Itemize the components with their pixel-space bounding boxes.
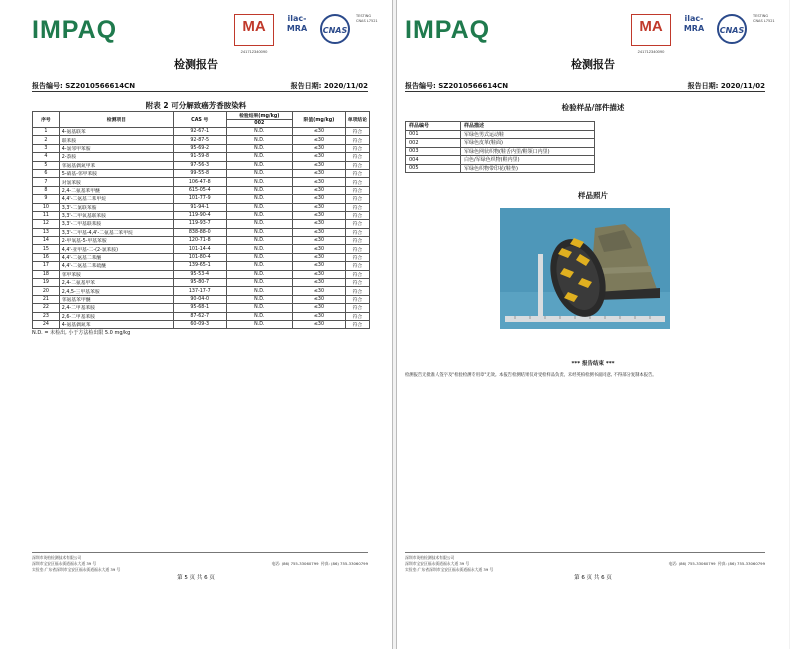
table-row — [33, 237, 370, 245]
report-title: 检测报告 — [571, 58, 615, 71]
cell-limit: ≤30 — [293, 270, 346, 278]
cell-item: 2,4,5-三甲基苯胺 — [59, 287, 173, 295]
cell-item: 2-萘胺 — [59, 153, 173, 161]
table-title: 附表 2 可分解致癌芳香胺染料 — [145, 101, 247, 110]
cell-no: 17 — [33, 262, 60, 270]
cell-limit: ≤30 — [293, 287, 346, 295]
cell-limit: ≤30 — [293, 253, 346, 261]
cell-cas: 838-88-0 — [174, 228, 227, 236]
cert-logos — [234, 14, 380, 54]
col-sample-desc: 样品描述 — [461, 122, 595, 131]
cell-cas: 119-93-7 — [174, 220, 227, 228]
cell-result: N.D. — [226, 245, 293, 253]
cma-logo: MA 241712340090 — [234, 14, 274, 46]
cell-conclusion: 符合 — [345, 237, 369, 245]
cell-limit: ≤30 — [293, 178, 346, 186]
cell-no: 22 — [33, 304, 60, 312]
ilac-mra-logo: ilac-MRA — [286, 14, 308, 33]
cell-conclusion: 符合 — [345, 287, 369, 295]
cell-item: 邻氨基偶氮甲苯 — [59, 161, 173, 169]
footer-fax: 传真: (86) 755-33060799 — [717, 561, 765, 566]
cell-result: N.D. — [226, 144, 293, 152]
cell-conclusion: 符合 — [345, 169, 369, 177]
table-row — [33, 128, 370, 136]
cell-item: 3,3'-二甲氧基联苯胺 — [59, 211, 173, 219]
cell-no: 6 — [33, 169, 60, 177]
col-sample-no: 样品编号 — [406, 122, 461, 131]
cell-result: N.D. — [226, 203, 293, 211]
cell-no: 4 — [33, 153, 60, 161]
cell-no: 24 — [33, 320, 60, 328]
cell-no: 7 — [33, 178, 60, 186]
cell-limit: ≤30 — [293, 304, 346, 312]
table-row — [33, 228, 370, 236]
footer-tel: 电话: (86) 755-33060799 — [668, 561, 716, 566]
cell-cas: 92-87-5 — [174, 136, 227, 144]
footer — [405, 552, 765, 573]
cell-item: 联苯胺 — [59, 136, 173, 144]
col-limit: 限值(mg/kg) — [293, 112, 346, 128]
table-row — [33, 153, 370, 161]
cell-sample-desc: 军绿色织物带印花(鞋垫) — [461, 164, 595, 173]
cell-no: 9 — [33, 195, 60, 203]
col-conclusion: 单项结论 — [345, 112, 369, 128]
cell-result: N.D. — [226, 304, 293, 312]
cell-result: N.D. — [226, 153, 293, 161]
table-row — [33, 312, 370, 320]
footer-address2: 实验室:广东省深圳市宝安区福永街道福永大道 39 号 — [405, 567, 494, 572]
cell-conclusion: 符合 — [345, 312, 369, 320]
cell-result: N.D. — [226, 186, 293, 194]
report-no: SZ2010566614CN — [65, 82, 136, 90]
table-row — [33, 195, 370, 203]
footer-address: 深圳市宝安区福永街道福永大道 39 号 — [405, 561, 470, 566]
cell-no: 1 — [33, 128, 60, 136]
report-date-label: 报告日期: — [290, 82, 322, 90]
cert-logos — [631, 14, 777, 54]
cell-result: N.D. — [226, 195, 293, 203]
table-row — [33, 320, 370, 328]
cell-limit: ≤30 — [293, 136, 346, 144]
table-row — [33, 211, 370, 219]
cell-conclusion: 符合 — [345, 270, 369, 278]
cell-conclusion: 符合 — [345, 245, 369, 253]
report-no: SZ2010566614CN — [438, 82, 509, 90]
cell-result: N.D. — [226, 320, 293, 328]
cell-item: 4-氨基联苯 — [59, 128, 173, 136]
cell-sample-desc: 军绿色男式运动鞋 — [461, 130, 595, 139]
report-meta — [32, 81, 368, 91]
cell-result: N.D. — [226, 253, 293, 261]
cell-conclusion: 符合 — [345, 228, 369, 236]
cell-no: 21 — [33, 295, 60, 303]
table-row — [33, 169, 370, 177]
cell-no: 14 — [33, 237, 60, 245]
ilac-mra-logo: ilac-MRA — [683, 14, 705, 33]
nd-note: N.D. = 未检出, 小于方法检出限 5.0 mg/kg — [32, 330, 131, 336]
cell-limit: ≤30 — [293, 245, 346, 253]
cell-cas: 87-62-7 — [174, 312, 227, 320]
report-page-5 — [0, 0, 393, 649]
cell-result: N.D. — [226, 228, 293, 236]
footer-address2: 实验室:广东省深圳市宝安区福永街道福永大道 39 号 — [32, 567, 121, 572]
table-row — [33, 245, 370, 253]
cma-logo: MA 241712340090 — [631, 14, 671, 46]
report-date-label: 报告日期: — [687, 82, 719, 90]
cell-item: 对氯苯胺 — [59, 178, 173, 186]
cell-no: 16 — [33, 253, 60, 261]
col-result: 检验结果(mg/kg) — [226, 112, 293, 120]
cell-cas: 91-59-8 — [174, 153, 227, 161]
impaq-logo: IMPAQ — [32, 16, 118, 44]
col-item: 检测项目 — [59, 112, 173, 128]
footer-tel: 电话: (86) 755-33060799 — [271, 561, 319, 566]
cell-item: 3,3'-二甲基-4,4'-二氨基二苯甲烷 — [59, 228, 173, 236]
footer-address: 深圳市宝安区福永街道福永大道 39 号 — [32, 561, 97, 566]
col-no: 序号 — [33, 112, 60, 128]
cell-result: N.D. — [226, 161, 293, 169]
cell-item: 3,3'-二氯联苯胺 — [59, 203, 173, 211]
table-row — [33, 279, 370, 287]
sample-photo — [500, 208, 670, 329]
cell-sample-desc: 军绿色网状织物(鞋舌内里/鞋领口内里) — [461, 147, 595, 156]
impaq-logo: IMPAQ — [405, 16, 491, 44]
cell-result: N.D. — [226, 169, 293, 177]
cell-result: N.D. — [226, 220, 293, 228]
cell-limit: ≤30 — [293, 237, 346, 245]
cell-cas: 97-56-3 — [174, 161, 227, 169]
footer — [32, 552, 368, 573]
cell-cas: 101-77-9 — [174, 195, 227, 203]
cell-no: 19 — [33, 279, 60, 287]
table-row — [33, 295, 370, 303]
cell-conclusion: 符合 — [345, 161, 369, 169]
cell-no: 13 — [33, 228, 60, 236]
cell-no: 18 — [33, 270, 60, 278]
cell-result: N.D. — [226, 295, 293, 303]
cell-limit: ≤30 — [293, 195, 346, 203]
cell-cas: 95-53-4 — [174, 270, 227, 278]
cnas-note: TESTING CNAS L7521 — [753, 14, 775, 23]
cell-result: N.D. — [226, 262, 293, 270]
shoe-photo-illustration — [500, 208, 670, 329]
cnas-logo: CNAS — [717, 14, 747, 44]
cell-cas: 90-04-0 — [174, 295, 227, 303]
cell-limit: ≤30 — [293, 144, 346, 152]
cell-no: 15 — [33, 245, 60, 253]
cell-limit: ≤30 — [293, 228, 346, 236]
col-sample-id: 002 — [226, 120, 293, 128]
table-row — [33, 262, 370, 270]
cell-limit: ≤30 — [293, 279, 346, 287]
cell-item: 4-氯邻甲苯胺 — [59, 144, 173, 152]
cell-no: 8 — [33, 186, 60, 194]
cell-result: N.D. — [226, 279, 293, 287]
cell-item: 4,4'-亚甲基-二-(2-氯苯胺) — [59, 245, 173, 253]
cell-limit: ≤30 — [293, 295, 346, 303]
cell-conclusion: 符合 — [345, 253, 369, 261]
table-row — [406, 139, 595, 148]
table-row — [33, 203, 370, 211]
footer-company: 深圳市英柏检测技术有限公司 — [32, 555, 82, 560]
cell-limit: ≤30 — [293, 211, 346, 219]
page-number: 第 5 页 共 6 页 — [177, 575, 215, 581]
cell-limit: ≤30 — [293, 220, 346, 228]
cell-no: 2 — [33, 136, 60, 144]
cell-cas: 119-90-4 — [174, 211, 227, 219]
cell-result: N.D. — [226, 270, 293, 278]
cell-conclusion: 符合 — [345, 144, 369, 152]
table-row — [33, 161, 370, 169]
cell-result: N.D. — [226, 237, 293, 245]
page-number: 第 6 页 共 6 页 — [574, 575, 612, 581]
cell-cas: 101-14-4 — [174, 245, 227, 253]
cell-conclusion: 符合 — [345, 203, 369, 211]
table-row — [33, 220, 370, 228]
cell-no: 12 — [33, 220, 60, 228]
table-row — [33, 270, 370, 278]
cell-no: 20 — [33, 287, 60, 295]
cnas-note: TESTING CNAS L7521 — [356, 14, 378, 23]
cell-cas: 60-09-3 — [174, 320, 227, 328]
cell-item: 2,4-二氨基甲苯 — [59, 279, 173, 287]
cell-limit: ≤30 — [293, 153, 346, 161]
cell-item: 4-氨基偶氮苯 — [59, 320, 173, 328]
cell-conclusion: 符合 — [345, 153, 369, 161]
cell-conclusion: 符合 — [345, 220, 369, 228]
header-divider — [32, 91, 368, 92]
table-row — [406, 156, 595, 165]
cell-item: 邻氨基苯甲醚 — [59, 295, 173, 303]
cell-item: 5-硝基-邻甲苯胺 — [59, 169, 173, 177]
cell-result: N.D. — [226, 128, 293, 136]
cell-conclusion: 符合 — [345, 279, 369, 287]
cell-result: N.D. — [226, 136, 293, 144]
footer-company: 深圳市英柏检测技术有限公司 — [405, 555, 455, 560]
cell-sample-no: 003 — [406, 147, 461, 156]
cell-item: 4,4'-二氨基二苯甲烷 — [59, 195, 173, 203]
report-date: 2020/11/02 — [323, 82, 368, 90]
cell-cas: 99-55-8 — [174, 169, 227, 177]
dye-results-table — [32, 111, 370, 329]
cell-cas: 95-68-1 — [174, 304, 227, 312]
cell-item: 邻甲苯胺 — [59, 270, 173, 278]
cell-item: 2,6-二甲基苯胺 — [59, 312, 173, 320]
cell-item: 2,4-二甲基苯胺 — [59, 304, 173, 312]
report-no-label: 报告编号: — [32, 82, 63, 90]
report-date: 2020/11/02 — [720, 82, 765, 90]
cell-cas: 139-65-1 — [174, 262, 227, 270]
report-meta — [405, 81, 765, 91]
cell-item: 2,4-二氨基苯甲醚 — [59, 186, 173, 194]
cell-limit: ≤30 — [293, 186, 346, 194]
cell-sample-no: 004 — [406, 156, 461, 165]
table-row — [406, 147, 595, 156]
cell-conclusion: 符合 — [345, 136, 369, 144]
cell-conclusion: 符合 — [345, 262, 369, 270]
cell-sample-no: 002 — [406, 139, 461, 148]
cell-cas: 106-47-8 — [174, 178, 227, 186]
cell-limit: ≤30 — [293, 161, 346, 169]
cell-cas: 101-80-4 — [174, 253, 227, 261]
disclaimer: 检测报告无批准人签字及"检验检测专用章"无效。本报告检测结果仅对受检样品负责。未经英柏检测书面同意, 不得部分复制本报告。 — [405, 373, 657, 378]
cell-conclusion: 符合 — [345, 304, 369, 312]
cell-sample-no: 005 — [406, 164, 461, 173]
cell-no: 23 — [33, 312, 60, 320]
cell-conclusion: 符合 — [345, 211, 369, 219]
cell-item: 4,4'-二氨基二苯硫醚 — [59, 262, 173, 270]
cell-no: 3 — [33, 144, 60, 152]
cell-result: N.D. — [226, 287, 293, 295]
cell-item: 2-甲氧基-5-甲基苯胺 — [59, 237, 173, 245]
section-title: 检验样品/部件描述 — [561, 103, 625, 112]
cell-limit: ≤30 — [293, 320, 346, 328]
header-divider — [405, 91, 765, 92]
cell-sample-desc: 白色/军绿色织物(鞋内里) — [461, 156, 595, 165]
cell-conclusion: 符合 — [345, 128, 369, 136]
photo-title: 样品照片 — [578, 191, 608, 200]
report-title: 检测报告 — [174, 58, 218, 71]
cell-cas: 91-94-1 — [174, 203, 227, 211]
parts-table — [405, 121, 595, 173]
cell-result: N.D. — [226, 178, 293, 186]
cell-sample-desc: 军绿色皮革(鞋面) — [461, 139, 595, 148]
report-page-6 — [396, 0, 789, 649]
cnas-logo: CNAS — [320, 14, 350, 44]
cell-no: 11 — [33, 211, 60, 219]
cell-conclusion: 符合 — [345, 178, 369, 186]
cell-item: 3,3'-二甲基联苯胺 — [59, 220, 173, 228]
cell-no: 5 — [33, 161, 60, 169]
cell-limit: ≤30 — [293, 262, 346, 270]
col-cas: CAS 号 — [174, 112, 227, 128]
cell-cas: 120-71-8 — [174, 237, 227, 245]
cell-cas: 137-17-7 — [174, 287, 227, 295]
cell-cas: 95-80-7 — [174, 279, 227, 287]
cell-limit: ≤30 — [293, 203, 346, 211]
cell-conclusion: 符合 — [345, 186, 369, 194]
table-row — [406, 130, 595, 139]
footer-fax: 传真: (86) 755-33060799 — [320, 561, 368, 566]
table-row — [33, 186, 370, 194]
table-row — [33, 178, 370, 186]
cell-no: 10 — [33, 203, 60, 211]
cell-result: N.D. — [226, 211, 293, 219]
cell-limit: ≤30 — [293, 128, 346, 136]
report-end: *** 报告结束 *** — [571, 361, 615, 367]
table-row — [406, 164, 595, 173]
cell-sample-no: 001 — [406, 130, 461, 139]
cell-cas: 95-69-2 — [174, 144, 227, 152]
table-row — [33, 253, 370, 261]
cell-limit: ≤30 — [293, 312, 346, 320]
cell-cas: 92-67-1 — [174, 128, 227, 136]
table-row — [33, 304, 370, 312]
cell-cas: 615-05-4 — [174, 186, 227, 194]
report-no-label: 报告编号: — [405, 82, 436, 90]
cell-conclusion: 符合 — [345, 320, 369, 328]
cell-item: 4,4'-二氨基二苯醚 — [59, 253, 173, 261]
cell-limit: ≤30 — [293, 169, 346, 177]
table-row — [33, 144, 370, 152]
cell-conclusion: 符合 — [345, 195, 369, 203]
table-row — [33, 136, 370, 144]
cell-conclusion: 符合 — [345, 295, 369, 303]
table-row — [33, 287, 370, 295]
cell-result: N.D. — [226, 312, 293, 320]
